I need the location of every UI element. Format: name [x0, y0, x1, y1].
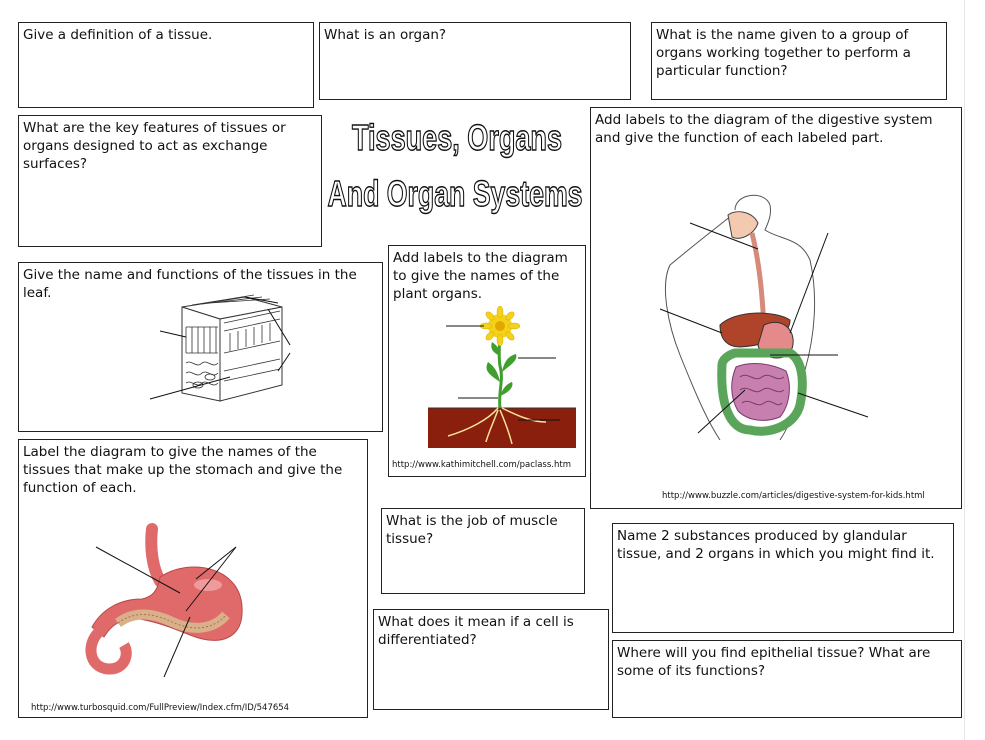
- exchange-surfaces-question: What are the key features of tissues or organs designed to act as exchange surfaces?: [23, 120, 286, 172]
- organ-system-question: What is the name given to a group of organs working together to perform a particular function?: [656, 27, 911, 79]
- stomach-diagram: [80, 527, 260, 682]
- leaf-cross-section-diagram: [150, 293, 295, 405]
- worksheet-title: [325, 110, 590, 220]
- plant-organs-question: Add labels to the diagram to give the names of the plant organs.: [393, 250, 568, 302]
- tissue-definition-question: Give a definition of a tissue.: [23, 27, 213, 43]
- glandular-tissue-question: Name 2 substances produced by glandular tissue, and 2 organs in which you might find it.: [617, 528, 935, 562]
- epithelial-tissue-question: Where will you find epithelial tissue? What are some of its functions?: [617, 645, 931, 679]
- muscle-tissue-box[interactable]: [381, 508, 585, 594]
- plant-source-url[interactable]: http://www.kathimitchell.com/paclass.htm: [392, 460, 571, 470]
- muscle-tissue-question: What is the job of muscle tissue?: [386, 513, 558, 547]
- tissue-definition-box[interactable]: [18, 22, 314, 108]
- exchange-surfaces-box[interactable]: [18, 115, 322, 247]
- organ-system-box[interactable]: [651, 22, 947, 100]
- differentiated-box[interactable]: [373, 609, 609, 710]
- leaf-tissues-question: Give the name and functions of the tissues in the leaf.: [23, 267, 357, 301]
- digestive-system-question: Add labels to the diagram of the digestive system and give the function of each labeled part.: [595, 112, 933, 146]
- digestive-system-diagram: [640, 185, 890, 445]
- title-line-2: And Organ Systems: [327, 173, 583, 214]
- organ-box[interactable]: [319, 22, 631, 100]
- stomach-source-url[interactable]: http://www.turbosquid.com/FullPreview/Index.cfm/ID/547654: [31, 703, 290, 713]
- organ-question: What is an organ?: [324, 27, 447, 43]
- differentiated-question: What does it mean if a cell is differentiated?: [378, 614, 574, 648]
- title-line-1: Tissues, Organs: [352, 117, 562, 158]
- plant-diagram: [428, 312, 578, 450]
- stomach-tissues-question: Label the diagram to give the names of the tissues that make up the stomach and give the function of each.: [23, 444, 343, 496]
- glandular-tissue-box[interactable]: [612, 523, 954, 633]
- digestive-source-url[interactable]: http://www.buzzle.com/articles/digestive-system-for-kids.html: [662, 491, 925, 501]
- epithelial-tissue-box[interactable]: [612, 640, 962, 718]
- plant-flower: [480, 306, 520, 346]
- stomach-body: [92, 567, 242, 640]
- page-edge: [964, 0, 985, 740]
